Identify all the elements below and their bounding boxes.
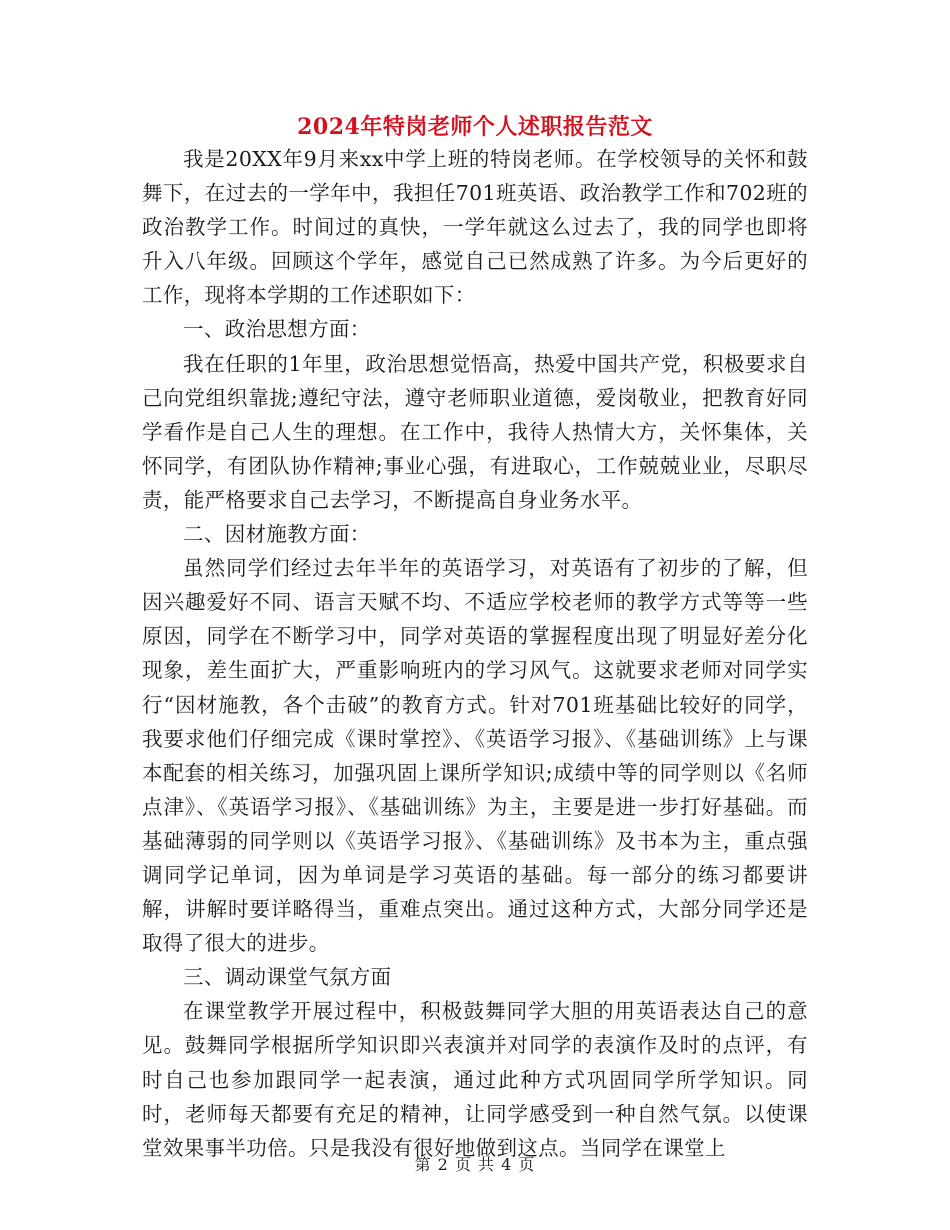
paragraph-classroom: 在课堂教学开展过程中，积极鼓舞同学大胆的用英语表达自己的意见。鼓舞同学根据所学知识即兴表演并对同学的表演作及时的点评，有时自己也参加跟同学一起表演，通过此种方式巩固同学所学知识。同时，老师每天都要有充足的精神，让同学感受到一种自然气氛。以使课堂效果事半功倍。只是我没有很好地做到这点。当同学在课堂上 bbox=[142, 999, 808, 1160]
document-body bbox=[142, 142, 808, 1165]
paragraph-political: 我在任职的1年里，政治思想觉悟高，热爱中国共产党，积极要求自己向党组织靠拢;遵纪守法，遵守老师职业道德，爱岗敬业，把教育好同学看作是自己人生的理想。在工作中，我待人热情大方，关怀集体，关怀同学，有团队协作精神;事业心强，有进取心，工作兢兢业业，尽职尽责，能严格要求自己去学习，不断提高自身业务水平。 bbox=[142, 351, 808, 512]
section-heading-teaching: 二、因材施教方面： bbox=[183, 522, 371, 547]
paragraph-teaching: 虽然同学们经过去年半年的英语学习，对英语有了初步的了解，但因兴趣爱好不同、语言天赋不均、不适应学校老师的教学方式等等一些原因，同学在不断学习中，同学对英语的掌握程度出现了明显好差分化现象，差生面扩大，严重影响班内的学习风气。这就要求老师对同学实行“因材施教，各个击破”的教育方式。针对701班基础比较好的同学，我要求他们仔细完成《课时掌控》、《英语学习报》、《基础训练》上与课本配套的相关练习，加强巩固上课所学知识;成绩中等的同学则以《名师点津》、《英语学习报》、《基础训练》为主，主要是进一步打好基础。而基础薄弱的同学则以《英语学习报》、《基础训练》及书本为主，重点强调同学记单词，因为单词是学习英语的基础。每一部分的练习都要讲解，讲解时要详略得当，重难点突出。通过这种方式，大部分同学还是取得了很大的进步。 bbox=[142, 556, 808, 956]
section-heading-classroom: 三、调动课堂气氛方面 bbox=[183, 965, 392, 990]
section-heading-political: 一、政治思想方面： bbox=[183, 317, 371, 342]
paragraph-intro: 我是20XX年9月来xx中学上班的特岗老师。在学校领导的关怀和鼓舞下，在过去的一学年中，我担任701班英语、政治教学工作和702班的政治教学工作。时间过的真快，一学年就这么过去了，我的同学也即将升入八年级。回顾这个学年，感觉自己已然成熟了许多。为今后更好的工作，现将本学期的工作述职如下： bbox=[142, 147, 808, 308]
document-title: 2024年特岗老师个人述职报告范文 bbox=[297, 114, 653, 140]
page-number-footer: 第 2 页 共 4 页 bbox=[414, 1155, 536, 1174]
